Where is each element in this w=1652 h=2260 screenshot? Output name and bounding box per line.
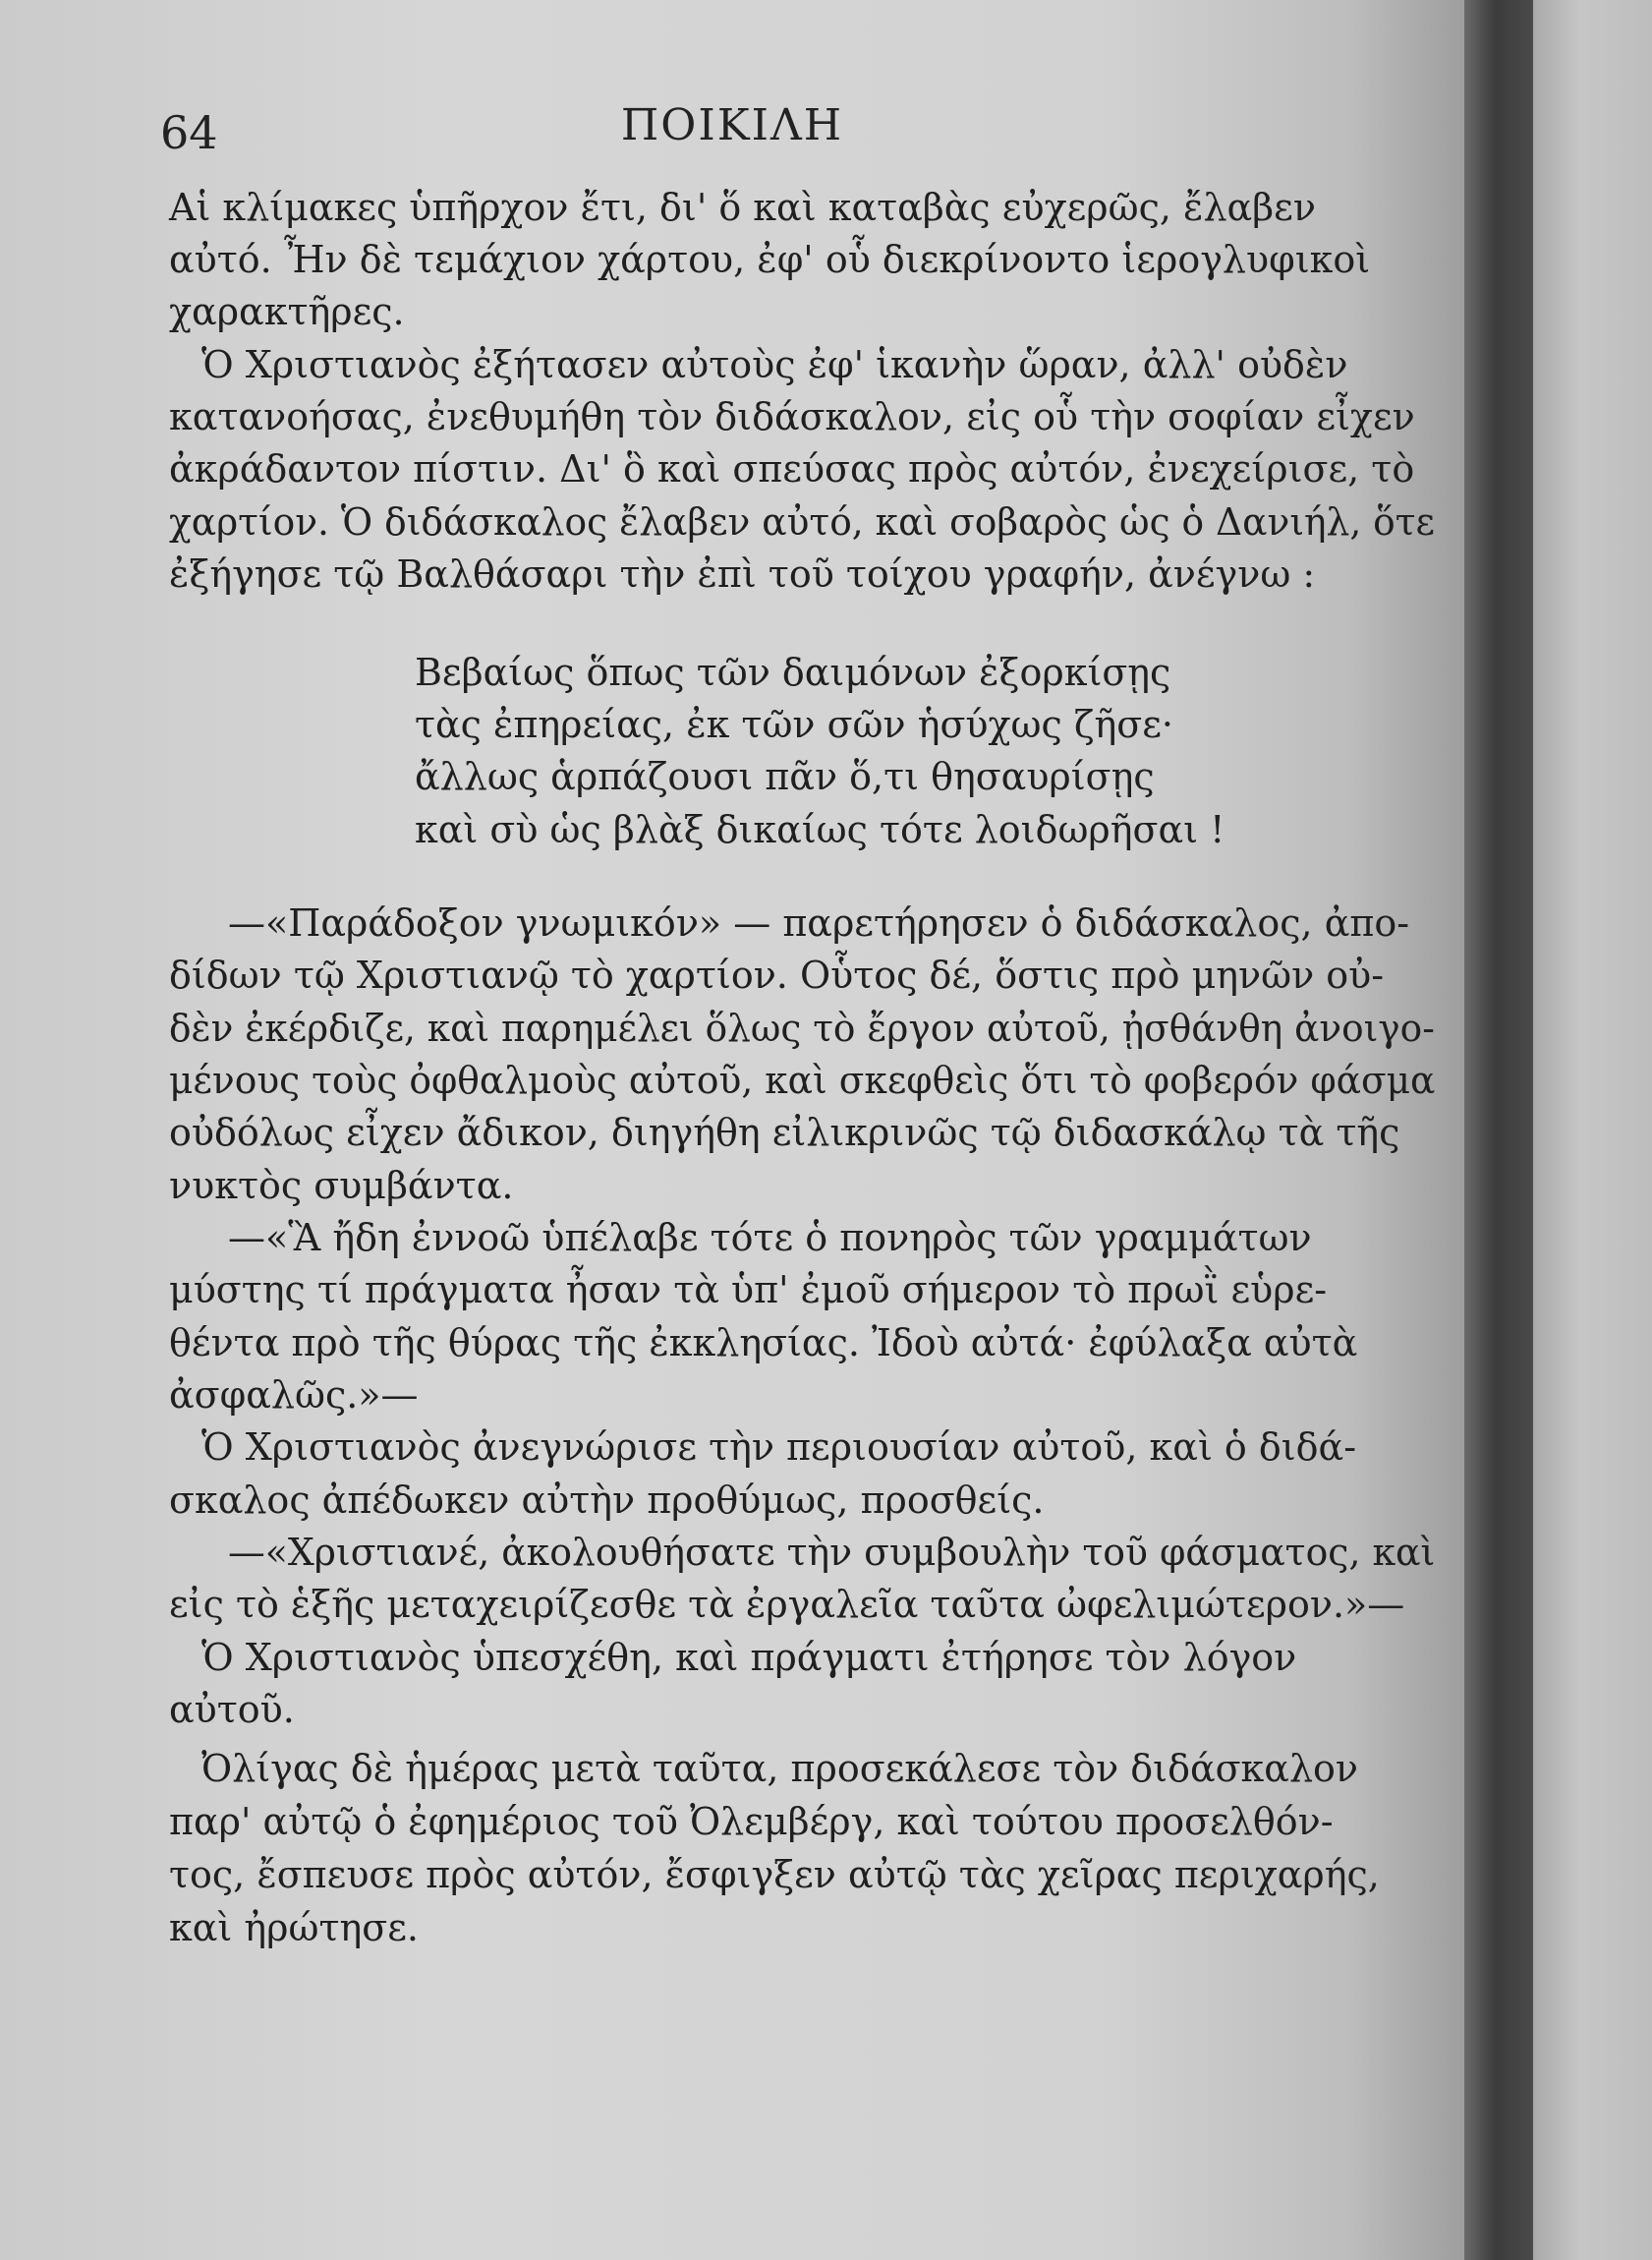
text-line: δὲν ἐκέρδιζε, καὶ παρημέλει ὅλως τὸ ἔργον αὐτοῦ, ᾐσθάνθη ἀνοιγο- xyxy=(169,1007,1435,1050)
running-title: ΠΟΙΚΙΛΗ xyxy=(620,100,844,150)
facing-page-edge xyxy=(1533,0,1652,2260)
text-line: μύστης τί πράγματα ἦσαν τὰ ὑπ' ἐμοῦ σήμερον τὸ πρωῒ εὑρε- xyxy=(169,1268,1328,1311)
verse-line: τὰς ἐπηρείας, ἐκ τῶν σῶν ἡσύχως ζῆσε· xyxy=(415,703,1173,746)
text-line: —«Χριστιανέ, ἀκολουθήσατε τὴν συμβουλὴν τοῦ φάσματος, καὶ xyxy=(228,1531,1436,1574)
text-line: ἐξήγησε τῷ Βαλθάσαρι τὴν ἐπὶ τοῦ τοίχου γραφήν, ἀνέγνω : xyxy=(169,552,1316,596)
text-line: δίδων τῷ Χριστιανῷ τὸ χαρτίον. Οὗτος δέ, ὅστις πρὸ μηνῶν οὐ- xyxy=(169,954,1385,997)
text-line: Αἱ κλίμακες ὑπῆρχον ἔτι, δι' ὅ καὶ καταβὰς εὐχερῶς, ἔλαβεν xyxy=(169,186,1316,229)
text-line: χαρακτῆρες. xyxy=(169,290,405,333)
text-line: νυκτὸς συμβάντα. xyxy=(169,1164,514,1207)
text-line: Ὁ Χριστιανὸς ἐξήτασεν αὐτοὺς ἐφ' ἱκανὴν ὥραν, ἀλλ' οὐδὲν xyxy=(201,343,1348,386)
verse-line: ἄλλως ἁρπάζουσι πᾶν ὅ,τι θησαυρίσῃς xyxy=(415,755,1155,798)
text-line: —«Παράδοξον γνωμικόν» — παρετήρησεν ὁ διδάσκαλος, ἀπο- xyxy=(228,901,1410,945)
text-line: Ὁ Χριστιανὸς ὑπεσχέθη, καὶ πράγματι ἐτήρησε τὸν λόγον xyxy=(201,1636,1297,1679)
text-line: αὐτό. Ἦν δὲ τεμάχιον χάρτου, ἐφ' οὗ διεκρίνοντο ἱερογλυφικοὶ xyxy=(169,238,1371,281)
text-line: μένους τοὺς ὀφθαλμοὺς αὐτοῦ, καὶ σκεφθεὶς ὅτι τὸ φοβερόν φάσμα xyxy=(169,1059,1436,1102)
text-line: θέντα πρὸ τῆς θύρας τῆς ἐκκλησίας. Ἰδοὺ αὐτά· ἐφύλαξα αὐτὰ xyxy=(169,1321,1358,1364)
text-line: Ὀλίγας δὲ ἡμέρας μετὰ ταῦτα, προσεκάλεσε τὸν διδάσκαλον xyxy=(201,1747,1359,1790)
verse-line: Βεβαίως ὅπως τῶν δαιμόνων ἐξορκίσῃς xyxy=(415,651,1171,694)
page-number: 64 xyxy=(160,106,218,159)
text-line: σκαλος ἀπέδωκεν αὐτὴν προθύμως, προσθείς. xyxy=(169,1478,1045,1522)
text-line: —«Ἃ ἤδη ἐννοῶ ὑπέλαβε τότε ὁ πονηρὸς τῶν γραμμάτων xyxy=(228,1216,1312,1259)
text-line: ἀσφαλῶς.»— xyxy=(169,1373,419,1417)
text-line: κατανοήσας, ἐνεθυμήθη τὸν διδάσκαλον, εἰς οὗ τὴν σοφίαν εἶχεν xyxy=(169,395,1415,438)
verse-line: καὶ σὺ ὡς βλὰξ δικαίως τότε λοιδωρῆσαι ! xyxy=(415,808,1225,851)
text-line: Ὁ Χριστιανὸς ἀνεγνώρισε τὴν περιουσίαν αὐτοῦ, καὶ ὁ διδά- xyxy=(201,1425,1357,1469)
book-gutter xyxy=(1464,0,1533,2260)
text-line: οὐδόλως εἶχεν ἄδικον, διηγήθη εἰλικρινῶς τῷ διδασκάλῳ τὰ τῆς xyxy=(169,1111,1400,1154)
text-line: τος, ἔσπευσε πρὸς αὐτόν, ἔσφιγξεν αὐτῷ τὰς χεῖρας περιχαρής, xyxy=(169,1853,1380,1896)
text-line: αὐτοῦ. xyxy=(169,1688,295,1731)
text-line: καὶ ἠρώτησε. xyxy=(169,1906,419,1949)
text-line: εἰς τὸ ἑξῆς μεταχειρίζεσθε τὰ ἐργαλεῖα ταῦτα ὠφελιμώτερον.»— xyxy=(169,1583,1405,1626)
text-line: παρ' αὐτῷ ὁ ἐφημέριος τοῦ Ὀλεμβέργ, καὶ τούτου προσελθόν- xyxy=(169,1800,1334,1843)
text-line: χαρτίον. Ὁ διδάσκαλος ἔλαβεν αὐτό, καὶ σοβαρὸς ὡς ὁ Δανιήλ, ὅτε xyxy=(169,500,1435,544)
text-line: ἀκράδαντον πίστιν. Δι' ὃ καὶ σπεύσας πρὸς αὐτόν, ἐνεχείρισε, τὸ xyxy=(169,447,1415,491)
